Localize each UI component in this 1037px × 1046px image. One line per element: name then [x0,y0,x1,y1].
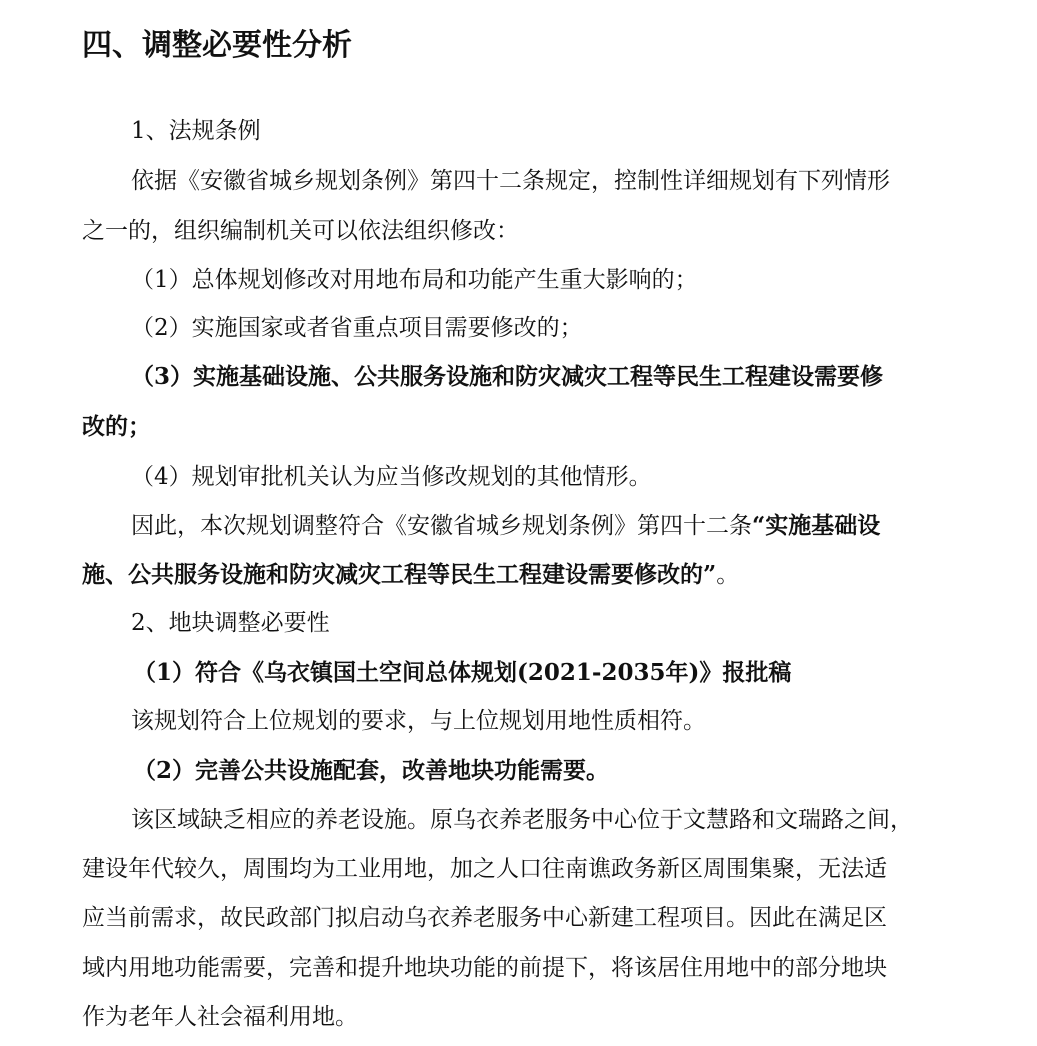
paragraph-line [82,557,739,593]
paragraph-line: 该规划符合上位规划的要求，与上位规划用地性质相符。 [131,708,706,734]
conclusion-text: 因此，本次规划调整符合《安徽省城乡规划条例》第四十二条 [131,513,752,539]
list-item: （2）实施国家或者省重点项目需要修改的； [131,315,583,341]
conclusion-quote: “实施基础设 [752,512,881,539]
section-heading: 四、调整必要性分析 [82,28,352,63]
conclusion-end: 。 [716,562,740,588]
point-title: （1）符合《乌衣镇国土空间总体规划(2021-2035年)》报批稿 [133,659,792,686]
list-item: （4）规划审批机关认为应当修改规划的其他情形。 [131,464,652,490]
conclusion-quote: 施、公共服务设施和防灾减灾工程等民生工程建设需要修改的” [82,561,717,588]
paragraph-line: 域内用地功能需要，完善和提升地块功能的前提下，将该居住用地中的部分地块 [82,955,887,981]
subsection-title-regulations: 1、法规条例 [131,118,261,144]
list-item-emphasized-continuation: 改的； [82,413,151,440]
list-item: （1）总体规划修改对用地布局和功能产生重大影响的； [131,267,698,293]
paragraph-line: 该区域缺乏相应的养老设施。原乌衣养老服务中心位于文慧路和文瑞路之间， [131,807,913,833]
paragraph-line: 建设年代较久，周围均为工业用地，加之人口往南谯政务新区周围集聚，无法适 [82,856,887,882]
paragraph-line: 依据《安徽省城乡规划条例》第四十二条规定，控制性详细规划有下列情形 [131,168,890,194]
subsection-title-necessity: 2、地块调整必要性 [131,610,330,636]
paragraph-line: 应当前需求，故民政部门拟启动乌衣养老服务中心新建工程项目。因此在满足区 [82,905,887,931]
paragraph-line [131,508,880,544]
point-title: （2）完善公共设施配套，改善地块功能需要。 [133,757,610,784]
paragraph-line: 之一的，组织编制机关可以依法组织修改： [82,218,519,244]
list-item-emphasized: （3）实施基础设施、公共服务设施和防灾减灾工程等民生工程建设需要修 [131,363,884,390]
paragraph-line: 作为老年人社会福利用地。 [82,1004,358,1030]
